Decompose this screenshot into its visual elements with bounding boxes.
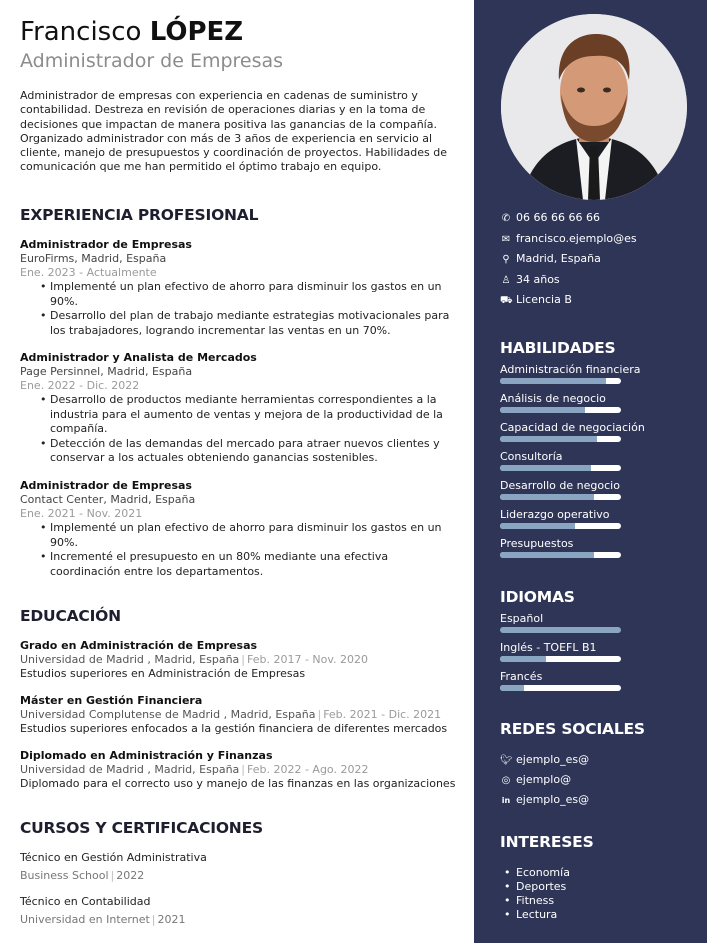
language-label: Español bbox=[500, 612, 544, 625]
experience-item-title: Administrador de Empresas bbox=[20, 479, 192, 492]
candidate-name bbox=[20, 16, 474, 48]
experience-item-bullets bbox=[40, 393, 460, 466]
skill-level-bar bbox=[500, 436, 621, 442]
bullet-item: • Desarrollo de productos mediante herramientas correspondientes a la industria para el aumento de ventas y mejora de la productividad de la compañía. bbox=[40, 393, 460, 437]
course-item-title: Técnico en Contabilidad bbox=[20, 895, 151, 908]
experience-item-bullets bbox=[40, 280, 460, 338]
language-level-bar bbox=[500, 656, 621, 662]
course-item-meta: Business School | 2022 bbox=[20, 869, 145, 882]
interest-item: • Deportes bbox=[516, 880, 566, 894]
experience-item-date: Ene. 2023 - Actualmente bbox=[20, 266, 157, 279]
experience-item bbox=[20, 479, 460, 579]
mail-icon: ✉ bbox=[501, 234, 511, 245]
location-pin-icon: ⚲ bbox=[502, 254, 510, 265]
contact-email[interactable]: ✉ francisco.ejemplo@es bbox=[501, 232, 637, 245]
experience-item-company: EuroFirms, Madrid, España bbox=[20, 252, 167, 265]
bullet-item: • Implementé un plan efectivo de ahorro para disminuir los gastos en un 90%. bbox=[40, 280, 460, 309]
experience-item-bullets bbox=[40, 521, 460, 579]
education-section-title: EDUCACIÓN bbox=[20, 607, 121, 625]
education-item-meta: Universidad de Madrid , Madrid, España | Feb. 2022 - Ago. 2022 bbox=[20, 763, 369, 776]
languages-section-title: IDIOMAS bbox=[500, 588, 575, 606]
skill-level-bar bbox=[500, 523, 621, 529]
experience-section-title: EXPERIENCIA PROFESIONAL bbox=[20, 206, 259, 224]
social-twitter[interactable]: 🐦︎ ejemplo_es@ bbox=[500, 753, 590, 766]
phone-icon: ✆ bbox=[501, 213, 511, 224]
skill-level-bar bbox=[500, 552, 621, 558]
contact-location: ⚲ Madrid, España bbox=[500, 252, 601, 267]
interest-item: • Fitness bbox=[516, 894, 554, 908]
first-name: Francisco bbox=[20, 17, 142, 47]
education-item bbox=[20, 639, 368, 681]
education-item-description: Diplomado para el correcto uso y manejo de las finanzas en las organizaciones bbox=[20, 777, 456, 790]
bullet-item: • Detección de las demandas del mercado para atraer nuevos clientes y conservar a los actuales obteniendo ganancias sostenibles. bbox=[40, 437, 460, 466]
interest-item: • Lectura bbox=[516, 908, 557, 922]
education-item-meta: Universidad Complutense de Madrid , Madrid, España | Feb. 2021 - Dic. 2021 bbox=[20, 708, 442, 721]
course-item bbox=[20, 895, 186, 927]
car-icon: ⛟ bbox=[500, 295, 513, 306]
skill-level-fill bbox=[500, 552, 594, 558]
education-item bbox=[20, 749, 455, 791]
skill-label: Liderazgo operativo bbox=[500, 508, 610, 521]
education-item-description: Estudios superiores enfocados a la gestión financiera de diferentes mercados bbox=[20, 722, 448, 735]
user-icon: ♙ bbox=[501, 275, 511, 286]
experience-item-company: Page Persinnel, Madrid, España bbox=[20, 365, 193, 378]
social-section-title: REDES SOCIALES bbox=[500, 720, 645, 738]
course-item-meta: Universidad en Internet | 2021 bbox=[20, 913, 186, 926]
interests-section-title: INTERESES bbox=[500, 833, 594, 851]
job-role: Administrador de Empresas bbox=[20, 50, 284, 72]
education-item-title: Grado en Administración de Empresas bbox=[20, 639, 258, 652]
skill-level-bar bbox=[500, 378, 621, 384]
education-item-description: Estudios superiores en Administración de Empresas bbox=[20, 667, 306, 680]
experience-item bbox=[20, 238, 460, 338]
skill-level-fill bbox=[500, 465, 591, 471]
skills-section-title: HABILIDADES bbox=[500, 339, 616, 357]
language-level-bar bbox=[500, 685, 621, 691]
skill-level-bar bbox=[500, 465, 621, 471]
instagram-icon: ◎ bbox=[501, 775, 511, 786]
language-label: Inglés - TOEFL B1 bbox=[500, 641, 597, 654]
linkedin-icon: in bbox=[501, 796, 511, 805]
sidebar bbox=[474, 0, 707, 943]
courses-section-title: CURSOS Y CERTIFICACIONES bbox=[20, 819, 263, 837]
language-level-bar bbox=[500, 627, 621, 633]
contact-phone: ✆ 06 66 66 66 66 bbox=[501, 211, 600, 224]
skill-level-bar bbox=[500, 494, 621, 500]
interest-item: • Economía bbox=[516, 866, 570, 880]
last-name: LÓPEZ bbox=[149, 17, 244, 47]
language-level-fill bbox=[500, 656, 546, 662]
social-instagram[interactable]: ◎ ejemplo@ bbox=[501, 773, 572, 786]
experience-item-date: Ene. 2021 - Nov. 2021 bbox=[20, 507, 143, 520]
experience-item-date: Ene. 2022 - Dic. 2022 bbox=[20, 379, 140, 392]
skill-label: Presupuestos bbox=[500, 537, 574, 550]
bullet-item: • Incrementé el presupuesto en un 80% mediante una efectiva coordinación entre los departamentos. bbox=[40, 550, 460, 579]
education-item-title: Máster en Gestión Financiera bbox=[20, 694, 203, 707]
course-item-title: Técnico en Gestión Administrativa bbox=[20, 851, 207, 864]
language-level-fill bbox=[500, 685, 524, 691]
skill-level-fill bbox=[500, 436, 597, 442]
social-linkedin[interactable]: in ejemplo_es@ bbox=[501, 793, 590, 806]
skill-level-fill bbox=[500, 378, 606, 384]
education-item-title: Diplomado en Administración y Finanzas bbox=[20, 749, 273, 762]
skill-level-fill bbox=[500, 523, 575, 529]
skill-level-fill bbox=[500, 407, 585, 413]
course-item bbox=[20, 851, 207, 883]
person-portrait-icon bbox=[501, 14, 687, 200]
experience-item-title: Administrador y Analista de Mercados bbox=[20, 351, 257, 364]
experience-item bbox=[20, 351, 460, 466]
education-item bbox=[20, 694, 447, 736]
profile-photo bbox=[501, 14, 687, 200]
education-item-meta: Universidad de Madrid , Madrid, España | Feb. 2017 - Nov. 2020 bbox=[20, 653, 369, 666]
skill-label: Consultoría bbox=[500, 450, 563, 463]
bullet-item: • Implementé un plan efectivo de ahorro para disminuir los gastos en un 90%. bbox=[40, 521, 460, 550]
experience-item-title: Administrador de Empresas bbox=[20, 238, 192, 251]
skill-label: Administración financiera bbox=[500, 363, 641, 376]
experience-item-company: Contact Center, Madrid, España bbox=[20, 493, 196, 506]
skill-label: Capacidad de negociación bbox=[500, 421, 645, 434]
profile-summary: Administrador de empresas con experiencia en cadenas de suministro y contabilidad. Destreza en revisión de operaciones diarias y en la toma de decisiones que impactan de manera positiva las ganancias de la compañía. Organizado administrador con más de 3 años de experiencia en servicio al cliente, manejo de presupuestos y coordinación de proyectos. Habilidades de comunicación que me han permitido el óptimo trabajo en equipo. bbox=[20, 89, 447, 174]
contact-age: ♙ 34 años bbox=[501, 273, 560, 286]
skill-level-fill bbox=[500, 494, 594, 500]
skill-label: Desarrollo de negocio bbox=[500, 479, 620, 492]
bullet-item: • Desarrollo del plan de trabajo mediante estrategias motivacionales para los trabajadores, logrando incrementar las ventas en un 70%. bbox=[40, 309, 460, 338]
language-label: Francés bbox=[500, 670, 543, 683]
skill-level-bar bbox=[500, 407, 621, 413]
language-level-fill bbox=[500, 627, 621, 633]
contact-license: ⛟ Licencia B bbox=[500, 293, 572, 306]
twitter-icon: 🐦︎ bbox=[500, 755, 513, 766]
skill-label: Análisis de negocio bbox=[500, 392, 606, 405]
